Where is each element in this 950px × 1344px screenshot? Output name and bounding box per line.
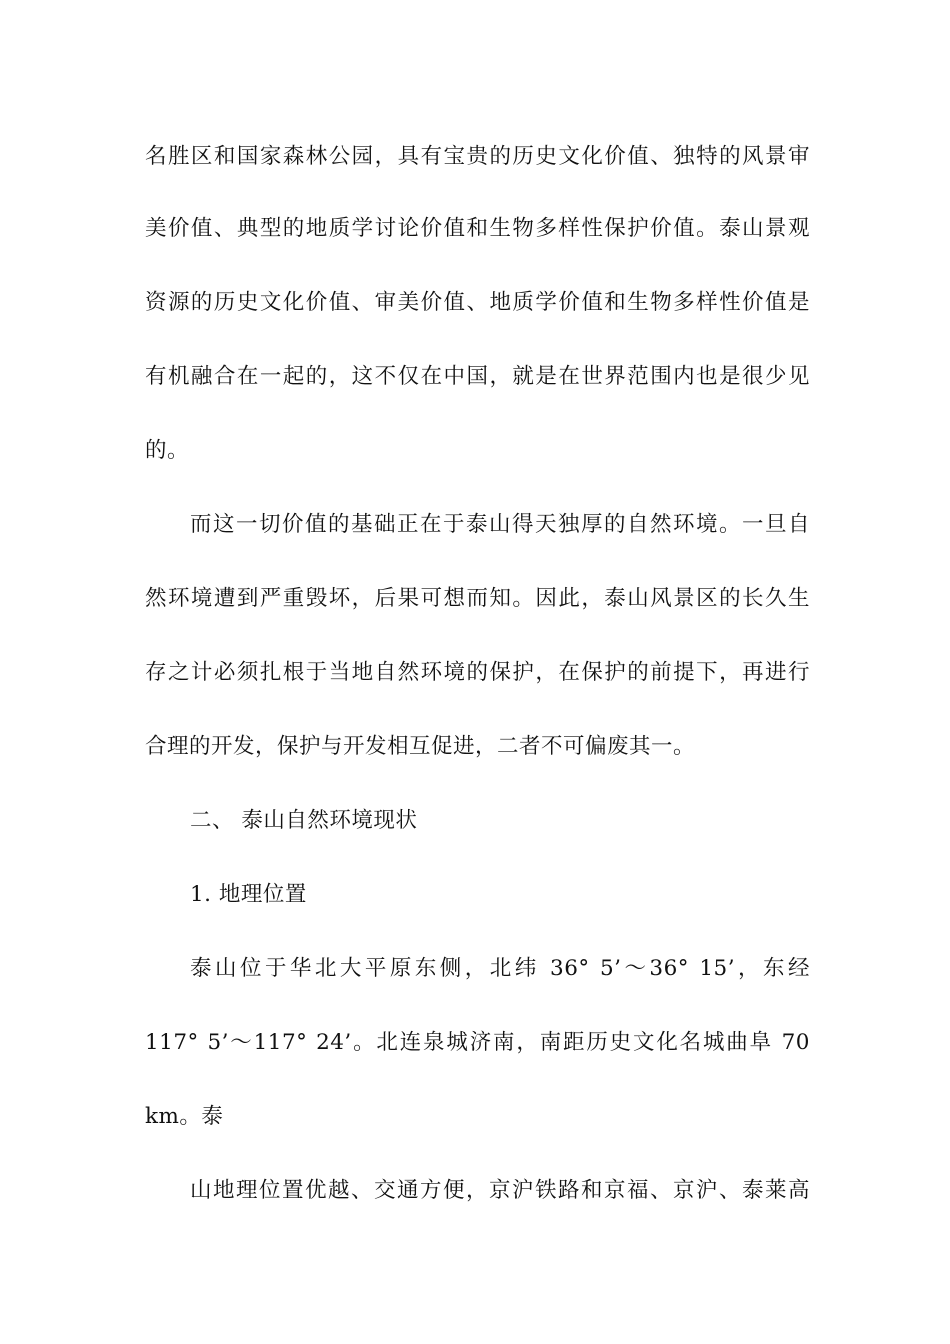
paragraph-line: 名胜区和国家森林公园，具有宝贵的历史文化价值、独特的风景审 bbox=[145, 144, 810, 169]
paragraph-line: 美价值、典型的地质学讨论价值和生物多样性保护价值。泰山景观 bbox=[145, 216, 810, 241]
paragraph-line: 有机融合在一起的，这不仅在中国，就是在世界范围内也是很少见 bbox=[145, 364, 810, 389]
paragraph-line: 存之计必须扎根于当地自然环境的保护，在保护的前提下，再进行 bbox=[145, 660, 810, 685]
paragraph-line: 然环境遭到严重毁坏，后果可想而知。因此，泰山风景区的长久生 bbox=[145, 586, 810, 611]
paragraph-line: 的。 bbox=[145, 438, 190, 463]
subsection-heading: 1. 地理位置 bbox=[190, 882, 307, 907]
paragraph-line: 泰山位于华北大平原东侧，北纬 36° 5’～36° 15’，东经 bbox=[190, 956, 810, 981]
paragraph-line: km。泰 bbox=[145, 1104, 224, 1129]
paragraph-line: 资源的历史文化价值、审美价值、地质学价值和生物多样性价值是 bbox=[145, 290, 810, 315]
paragraph-line: 117° 5’～117° 24’。北连泉城济南，南距历史文化名城曲阜 70 bbox=[145, 1030, 810, 1055]
paragraph-line: 山地理位置优越、交通方便，京沪铁路和京福、京沪、泰莱高 bbox=[190, 1178, 810, 1203]
paragraph-line: 而这一切价值的基础正在于泰山得天独厚的自然环境。一旦自 bbox=[190, 512, 810, 537]
paragraph-line: 合理的开发，保护与开发相互促进，二者不可偏废其一。 bbox=[145, 734, 696, 759]
section-heading: 二、 泰山自然环境现状 bbox=[190, 808, 418, 833]
